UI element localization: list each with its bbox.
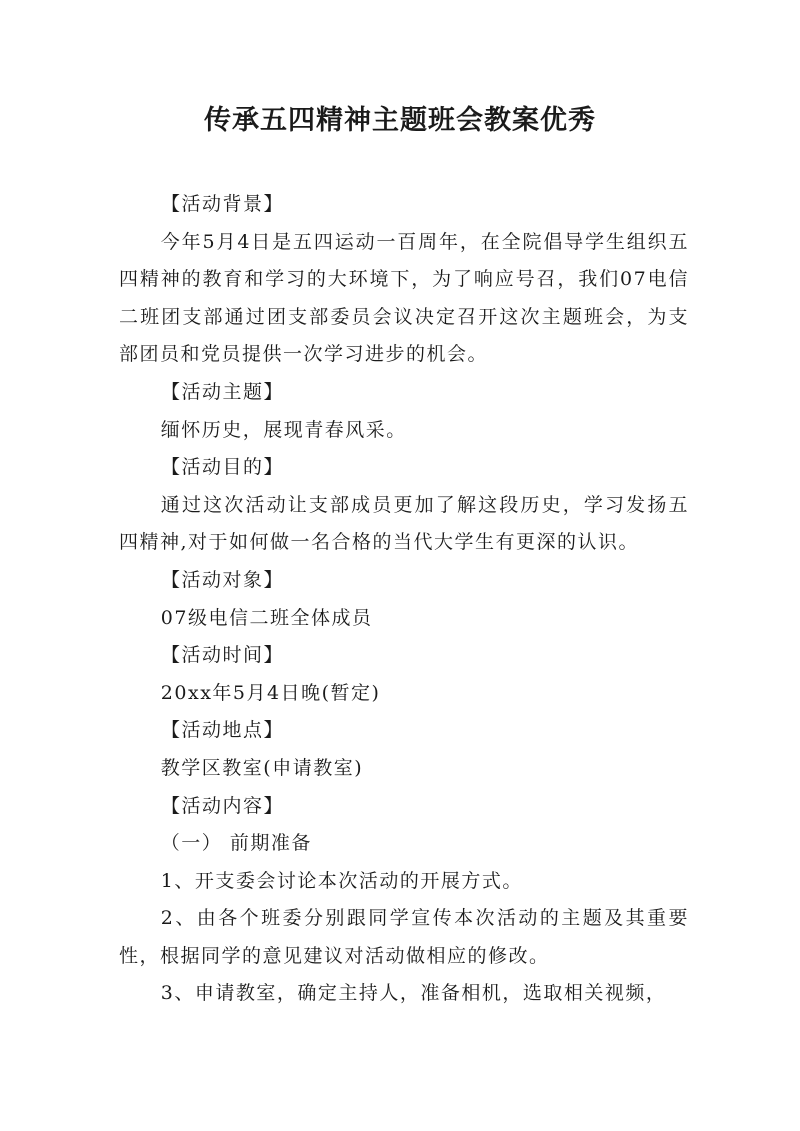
paragraph-background: 今年5月4日是五四运动一百周年，在全院倡导学生组织五四精神的教育和学习的大环境下，为了响应号召，我们07电信二班团支部通过团支部委员会议决定召开这次主题班会，为支部团员和党员提供一次学习进步的机会。	[119, 230, 689, 366]
paragraph-theme: 缅怀历史，展现青春风采。	[160, 418, 407, 441]
list-item-prep-3: 3、申请教室，确定主持人，准备相机，选取相关视频，	[160, 982, 667, 1005]
section-heading-purpose: 【活动目的】	[161, 456, 285, 479]
section-heading-time: 【活动时间】	[161, 644, 285, 667]
section-heading-background: 【活动背景】	[161, 193, 285, 215]
paragraph-purpose: 通过这次活动让支部成员更加了解这段历史，学习发扬五四精神,对于如何做一名合格的当代大学生有更深的认识。	[119, 493, 689, 554]
section-heading-target: 【活动对象】	[161, 568, 285, 591]
document-title: 传承五四精神主题班会教案优秀	[204, 105, 596, 136]
subheading-preparation: （一） 前期准备	[160, 832, 312, 855]
section-heading-theme: 【活动主题】	[161, 380, 285, 403]
document-body	[119, 186, 689, 1013]
section-heading-content: 【活动内容】	[161, 794, 285, 817]
list-item-prep-2: 2、由各个班委分别跟同学宣传本次活动的主题及其重要性，根据同学的意见建议对活动做相应的修改。	[119, 907, 689, 967]
paragraph-target: 07级电信二班全体成员	[160, 606, 373, 629]
list-item-prep-1: 1、开支委会讨论本次活动的开展方式。	[160, 869, 523, 892]
paragraph-time: 20xx年5月4日晚(暂定)	[160, 681, 381, 704]
section-heading-place: 【活动地点】	[161, 719, 285, 742]
paragraph-place: 教学区教室(申请教室)	[160, 756, 364, 779]
